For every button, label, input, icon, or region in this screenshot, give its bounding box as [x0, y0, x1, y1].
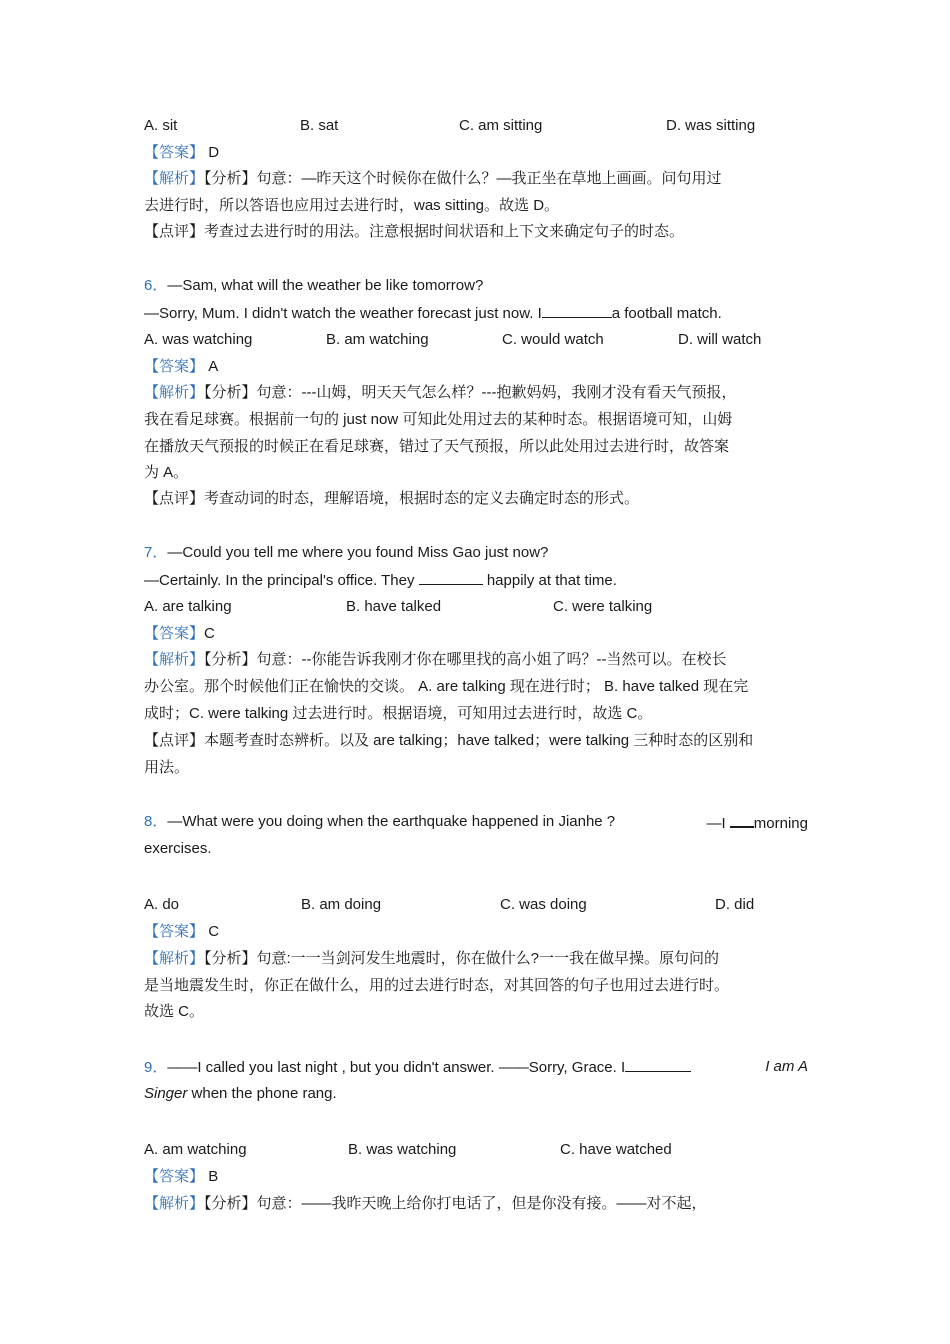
analysis-text: 【分析】句意：---山姆，明天天气怎么样？---抱歉妈妈，我刚才没有看天气预报，: [204, 384, 737, 401]
question-number: 8．: [144, 813, 168, 830]
question-text: —What were you doing when the earthquake happened in Jianhe ?: [167, 813, 616, 830]
q9-option-a: A. am watching: [144, 1141, 247, 1158]
q7-option-c: C. were talking: [553, 598, 653, 615]
analysis-text: 【分析】句意：—昨天这个时候你在做什么？—我正坐在草地上画画。问句用过: [204, 170, 722, 187]
answer-value: C: [204, 625, 215, 642]
analysis-text: 【分析】句意：——我昨天晚上给你打电话了，但是你没有接。——对不起，: [204, 1195, 707, 1212]
q7-question: [144, 543, 548, 563]
q5-option-a: A. sit: [144, 117, 178, 134]
question-text: happily at that time.: [486, 572, 617, 589]
question-number: 6．: [144, 277, 168, 294]
analysis-text: 【分析】句意:一一当剑河发生地震时，你在做什么?一一我在做早操。原句问的: [204, 950, 720, 967]
answer-value: B: [208, 1168, 219, 1185]
q7-option-b: B. have talked: [346, 598, 442, 615]
question-number: 7．: [144, 544, 168, 561]
q8-question-line2: exercises.: [144, 840, 212, 857]
q6-analysis-line: 为 A。: [144, 464, 189, 481]
q6-option-b: B. am watching: [326, 331, 429, 348]
q7-analysis-line: 办公室。那个时候他们正在愉快的交谈。 A. are talking 现在进行时； B. have talked 现在完: [144, 678, 749, 695]
q5-option-c: C. am sitting: [459, 117, 543, 134]
q8-answer: [144, 922, 219, 942]
q9-question: [144, 1057, 808, 1078]
question-text: —Could you tell me where you found Miss Gao just now?: [167, 544, 549, 561]
q9-option-b: B. was watching: [348, 1141, 457, 1158]
q8-option-d: D. did: [715, 896, 755, 913]
answer-blank: [419, 570, 483, 585]
analysis-label: 【解析】: [144, 950, 205, 967]
q5-review: 【点评】考查过去进行时的用法。注意根据时间状语和上下文来确定句子的时态。: [144, 223, 685, 240]
analysis-label: 【解析】: [144, 1195, 205, 1212]
answer-label: 【答案】: [144, 923, 205, 940]
song-title: I am A: [765, 1058, 808, 1075]
q7-question-line2: [144, 570, 617, 591]
q9-option-c: C. have watched: [560, 1141, 672, 1158]
q7-review: 用法。: [144, 759, 190, 776]
q7-analysis-line: 成时；C. were talking 过去进行时。根据语境，可知用过去进行时，故选 C。: [144, 705, 653, 722]
answer-value: D: [208, 144, 220, 161]
q6-question: [144, 276, 483, 296]
analysis-label: 【解析】: [144, 651, 205, 668]
analysis-label: 【解析】: [144, 384, 205, 401]
analysis-text: 【分析】句意：--你能告诉我刚才你在哪里找的高小姐了吗？--当然可以。在校长: [204, 651, 727, 668]
q6-review: 【点评】考查动词的时态，理解语境，根据时态的定义去确定时态的形式。: [144, 490, 640, 507]
question-text: —Sam, what will the weather be like tomorrow?: [167, 277, 484, 294]
q5-option-d: D. was sitting: [666, 117, 756, 134]
q9-answer: [144, 1167, 218, 1187]
answer-blank: [542, 303, 612, 318]
q6-option-a: A. was watching: [144, 331, 253, 348]
answer-blank: [625, 1057, 691, 1072]
answer-label: 【答案】: [144, 1168, 205, 1185]
q6-answer: [144, 357, 218, 377]
q5-answer: [144, 143, 219, 163]
q8-option-c: C. was doing: [500, 896, 587, 913]
q6-option-c: C. would watch: [502, 331, 604, 348]
question-text: when the phone rang.: [191, 1085, 337, 1102]
question-text: a football match.: [611, 305, 722, 322]
q6-analysis-line: 我在看足球赛。根据前一句的 just now 可知此处用过去的某种时态。根据语境可知，山姆: [144, 411, 733, 428]
q7-answer: [144, 624, 215, 644]
q6-question-line2: [144, 303, 722, 324]
answer-blank: [730, 812, 754, 828]
q5-analysis-line: 去进行时，所以答语也应用过去进行时，was sitting。故选 D。: [144, 197, 560, 214]
q6-analysis-line: [144, 383, 737, 403]
q8-analysis-line: 是当地震发生时，你正在做什么，用的过去进行时态，对其回答的句子也用过去进行时。: [144, 977, 730, 994]
answer-value: A: [208, 358, 219, 375]
q7-option-a: A. are talking: [144, 598, 232, 615]
q8-analysis-line: 故选 C。: [144, 1003, 205, 1020]
answer-value: C: [208, 923, 220, 940]
question-text: —Sorry, Mum. I didn't watch the weather forecast just now. I: [144, 305, 542, 322]
question-text: morning: [753, 815, 808, 832]
q8-option-b: B. am doing: [301, 896, 382, 913]
song-title: Singer: [144, 1085, 188, 1102]
q8-question: [144, 812, 808, 834]
question-text: —Certainly. In the principal's office. They: [144, 572, 415, 589]
answer-label: 【答案】: [144, 625, 205, 642]
q8-option-a: A. do: [144, 896, 180, 913]
answer-label: 【答案】: [144, 144, 205, 161]
answer-label: 【答案】: [144, 358, 205, 375]
q7-analysis-line: [144, 650, 727, 670]
q5-analysis-line: [144, 169, 722, 189]
q8-analysis-line: [144, 949, 719, 969]
question-text: ——I called you last night , but you didn't answer. ——Sorry, Grace. I: [167, 1059, 626, 1076]
q5-option-b: B. sat: [300, 117, 339, 134]
q6-analysis-line: 在播放天气预报的时候正在看足球赛，错过了天气预报，所以此处用过去进行时，故答案: [144, 438, 730, 455]
q6-option-d: D. will watch: [678, 331, 762, 348]
question-number: 9．: [144, 1059, 168, 1076]
q9-analysis-line: [144, 1194, 707, 1214]
q7-review: 【点评】本题考查时态辨析。以及 are talking；have talked；were talking 三种时态的区别和: [144, 732, 754, 749]
q9-question-line2: [144, 1084, 337, 1104]
analysis-label: 【解析】: [144, 170, 205, 187]
question-text: —I: [706, 815, 726, 832]
